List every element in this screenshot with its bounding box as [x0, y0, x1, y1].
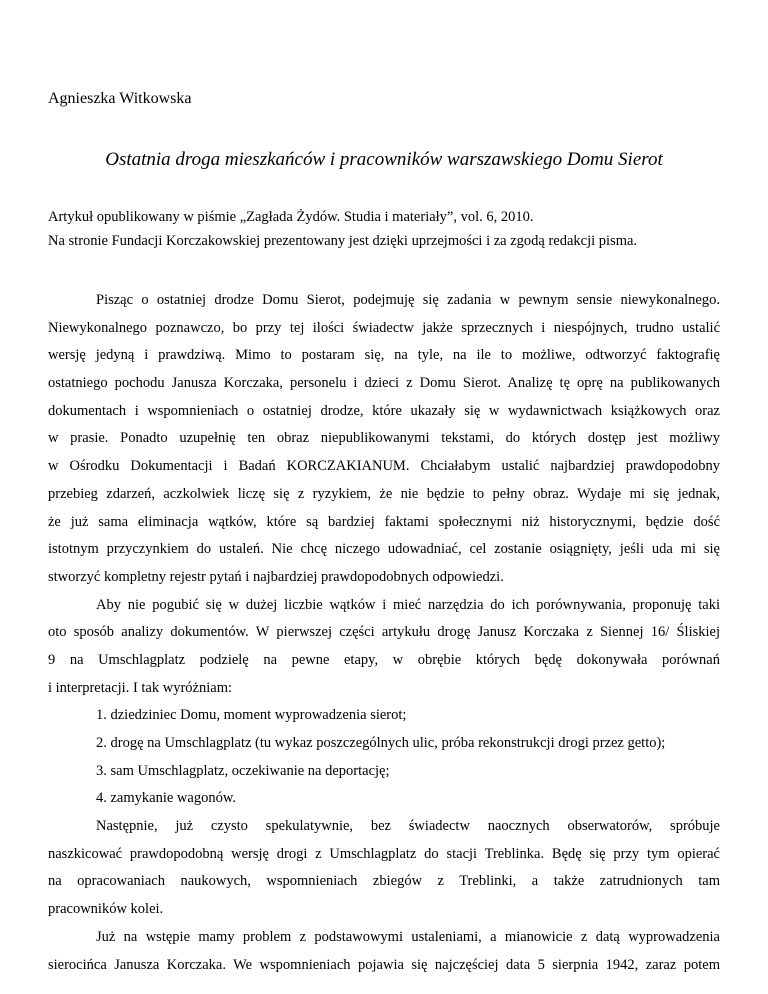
- article-title: Ostatnia droga mieszkańców i pracowników warszawskiego Domu Sierot: [105, 149, 663, 170]
- list-item: 3. sam Umschlagplatz, oczekiwanie na deportację;: [96, 762, 390, 779]
- author-name: Agnieszka Witkowska: [48, 90, 192, 107]
- list-item: 1. dziedziniec Domu, moment wyprowadzenia sierot;: [96, 707, 407, 724]
- body-line: w Ośrodku Dokumentacji i Badań KORCZAKIANUM. Chciałabym ustalić najbardziej prawdopodobny: [48, 458, 720, 475]
- body-line: Niewykonalnego poznawczo, bo przy tej ilości świadectw jakże sprzecznych i niespójnych, trudno ustalić: [48, 319, 720, 336]
- publication-note: Na stronie Fundacji Korczakowskiej prezentowany jest dzięki uprzejmości i za zgodą redakcji pisma.: [48, 233, 638, 249]
- body-line: Aby nie pogubić się w dużej liczbie wątków i mieć narzędzia do ich porównywania, proponuję taki: [96, 596, 720, 613]
- body-line: Już na wstępie mamy problem z podstawowymi ustaleniami, a mianowicie z datą wyprowadzenia: [96, 928, 720, 945]
- body-line: wersję jedyną i prawdziwą. Mimo to postaram się, na tyle, na ile to możliwe, odtworzyć faktografię: [48, 347, 720, 364]
- body-line: i interpretacji. I tak wyróżniam:: [48, 679, 232, 696]
- body-line: przebieg zdarzeń, aczkolwiek liczę się z ryzykiem, że nie będzie to pełny obraz. Wydaje mi się jednak,: [48, 485, 720, 502]
- publication-note: Artykuł opublikowany w piśmie „Zagłada Żydów. Studia i materiały”, vol. 6, 2010.: [48, 209, 534, 225]
- body-line: istotnym przyczynkiem do ustaleń. Nie chcę niczego udowadniać, cel zostanie osiągnięty, jeśli uda mi się: [48, 541, 720, 558]
- list-item: 2. drogę na Umschlagplatz (tu wykaz poszczególnych ulic, próba rekonstrukcji drogi przez getto);: [96, 735, 666, 751]
- body-line: że już sama eliminacja wątków, które są bardziej faktami społecznymi niż historycznymi, będzie dość: [48, 513, 720, 530]
- body-line: 9 na Umschlagplatz podzielę na pewne etapy, w obrębie których będę dokonywała porównań: [48, 651, 720, 668]
- body-line: pracowników kolei.: [48, 901, 164, 918]
- article-body: [48, 287, 720, 979]
- body-line: na opracowaniach naukowych, wspomnieniach zbiegów z Treblinki, a także zatrudnionych tam: [48, 873, 720, 890]
- list-item: 4. zamykanie wagonów.: [96, 790, 236, 807]
- body-line: stworzyć kompletny rejestr pytań i najbardziej prawdopodobnych odpowiedzi.: [48, 568, 504, 585]
- body-line: dokumentach i wspomnieniach o ostatniej drodze, które ukazały się w wydawnictwach książkowych oraz: [48, 402, 720, 419]
- body-line: w prasie. Ponadto uzupełnię ten obraz niepublikowanymi tekstami, do których dostęp jest możliwy: [48, 430, 720, 447]
- body-line: Pisząc o ostatniej drodze Domu Sierot, podejmuję się zadania w pewnym sensie niewykonalnego.: [96, 292, 720, 308]
- body-line: naszkicować prawdopodobną wersję drogi z Umschlagplatz do stacji Treblinka. Będę się przy tym opierać: [48, 845, 720, 862]
- body-line: oto sposób analizy dokumentów. W pierwszej części artykułu drogę Janusz Korczaka z Siennej 16/ Śliskiej: [48, 624, 720, 641]
- body-line: Następnie, już czysto spekulatywnie, bez świadectw naocznych obserwatorów, spróbuje: [96, 818, 720, 835]
- body-line: ostatniego pochodu Janusza Korczaka, personelu i dzieci z Domu Sierot. Analizę tę oprę na publikowanych: [48, 375, 720, 392]
- body-line: sierocińca Janusza Korczaka. We wspomnieniach pojawia się najczęściej data 5 sierpnia 1942, zaraz potem: [48, 956, 720, 973]
